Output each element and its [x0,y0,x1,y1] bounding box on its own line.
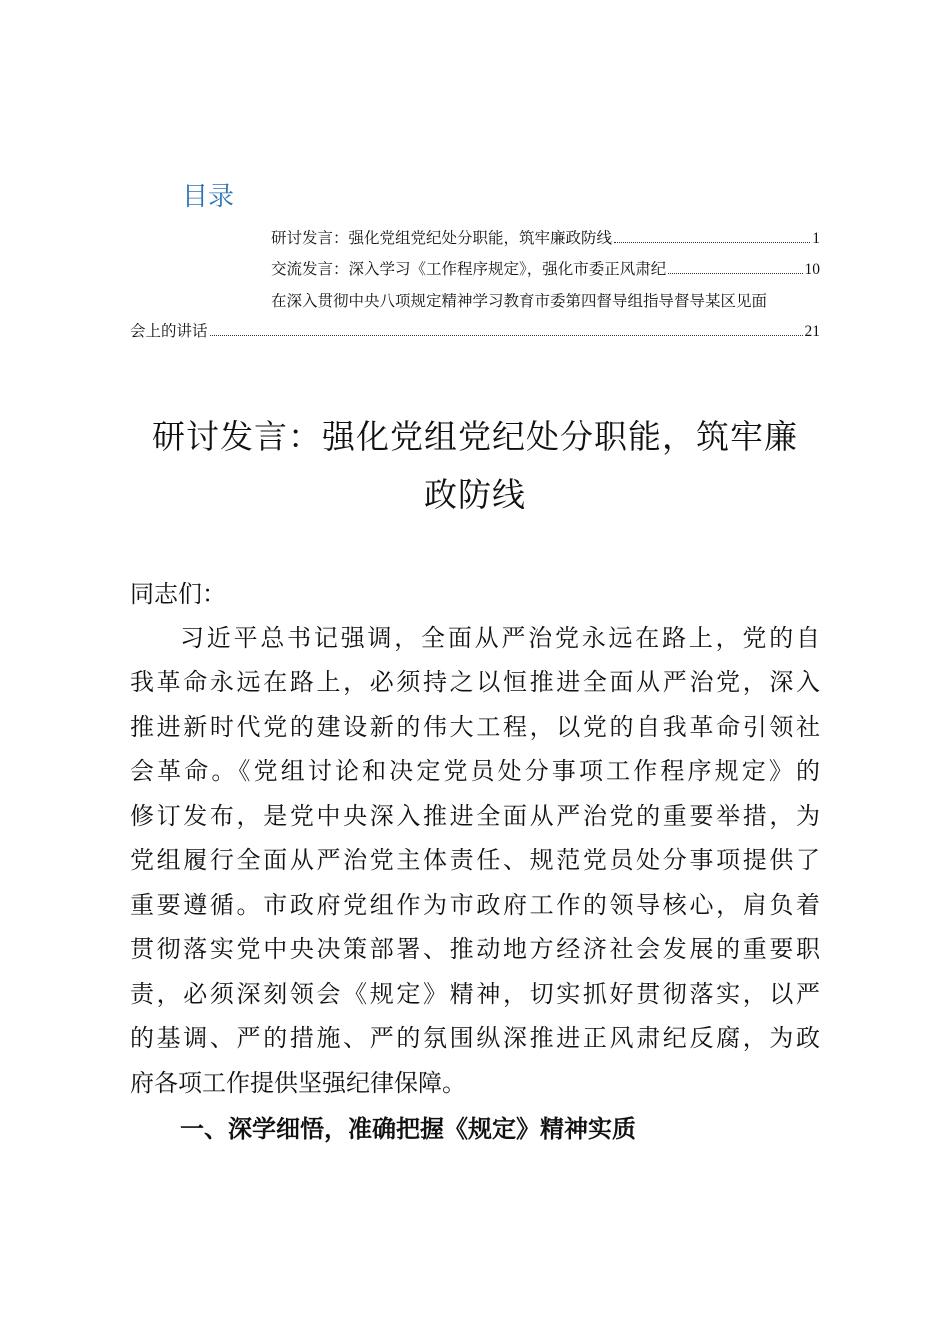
paragraph-line: 重要遵循。市政府党组作为市政府工作的领导核心，肩负着 [130,891,820,919]
paragraph-line: 的基调、严的措施、严的氛围纵深推进正风肃纪反腐，为政 [130,1024,820,1052]
paragraph-line: 修订发布，是党中央深入推进全面从严治党的重要举措，为 [130,802,820,830]
paragraph-line: 习近平总书记强调，全面从严治党永远在路上，党的自 [180,624,820,652]
toc-title: 目录 [182,182,235,212]
toc-page-number: 10 [804,261,820,278]
toc-entry-2[interactable] [130,258,820,281]
toc-page-number: 1 [812,230,820,247]
paragraph-line: 府各项工作提供坚强纪律保障。 [130,1069,466,1097]
paragraph-line: 责，必须深刻领会《规定》精神，切实抓好贯彻落实，以严 [130,980,820,1008]
toc-entry-label: 研讨发言：强化党组党纪处分职能，筑牢廉政防线 [271,229,613,247]
article-title-line-1: 研讨发言：强化党组党纪处分职能，筑牢廉 [152,417,798,456]
article-title-line-2: 政防线 [424,475,526,514]
paragraph-line: 党组履行全面从严治党主体责任、规范党员处分事项提供了 [130,846,820,874]
toc-leader-dots [668,272,802,274]
paragraph-line: 我革命永远在路上，必须持之以恒推进全面从严治党，深入 [130,668,820,696]
toc-page-number: 21 [804,323,820,340]
paragraph-line: 推进新时代党的建设新的伟大工程，以党的自我革命引领社 [130,713,820,741]
toc-leader-dots [210,334,803,336]
toc-entry-label: 交流发言：深入学习《工作程序规定》，强化市委正风肃纪 [271,260,667,278]
paragraph-line: 会革命。《党组讨论和决定党员处分事项工作程序规定》的 [130,757,820,785]
article-title [130,408,820,524]
toc-entry-1[interactable] [130,227,820,250]
toc-entry-3-line-1[interactable]: 在深入贯彻中央八项规定精神学习教育市委第四督导组指导督导某区见面 [271,292,768,310]
salutation: 同志们： [130,580,226,608]
toc-entry-3-line-2[interactable] [130,320,820,343]
toc-entry-label: 会上的讲话 [130,322,208,340]
paragraph-line: 贯彻落实党中央决策部署、推动地方经济社会发展的重要职 [130,935,820,963]
toc-leader-dots [614,241,810,243]
section-heading: 一、深学细悟，准确把握《规定》精神实质 [180,1115,636,1143]
